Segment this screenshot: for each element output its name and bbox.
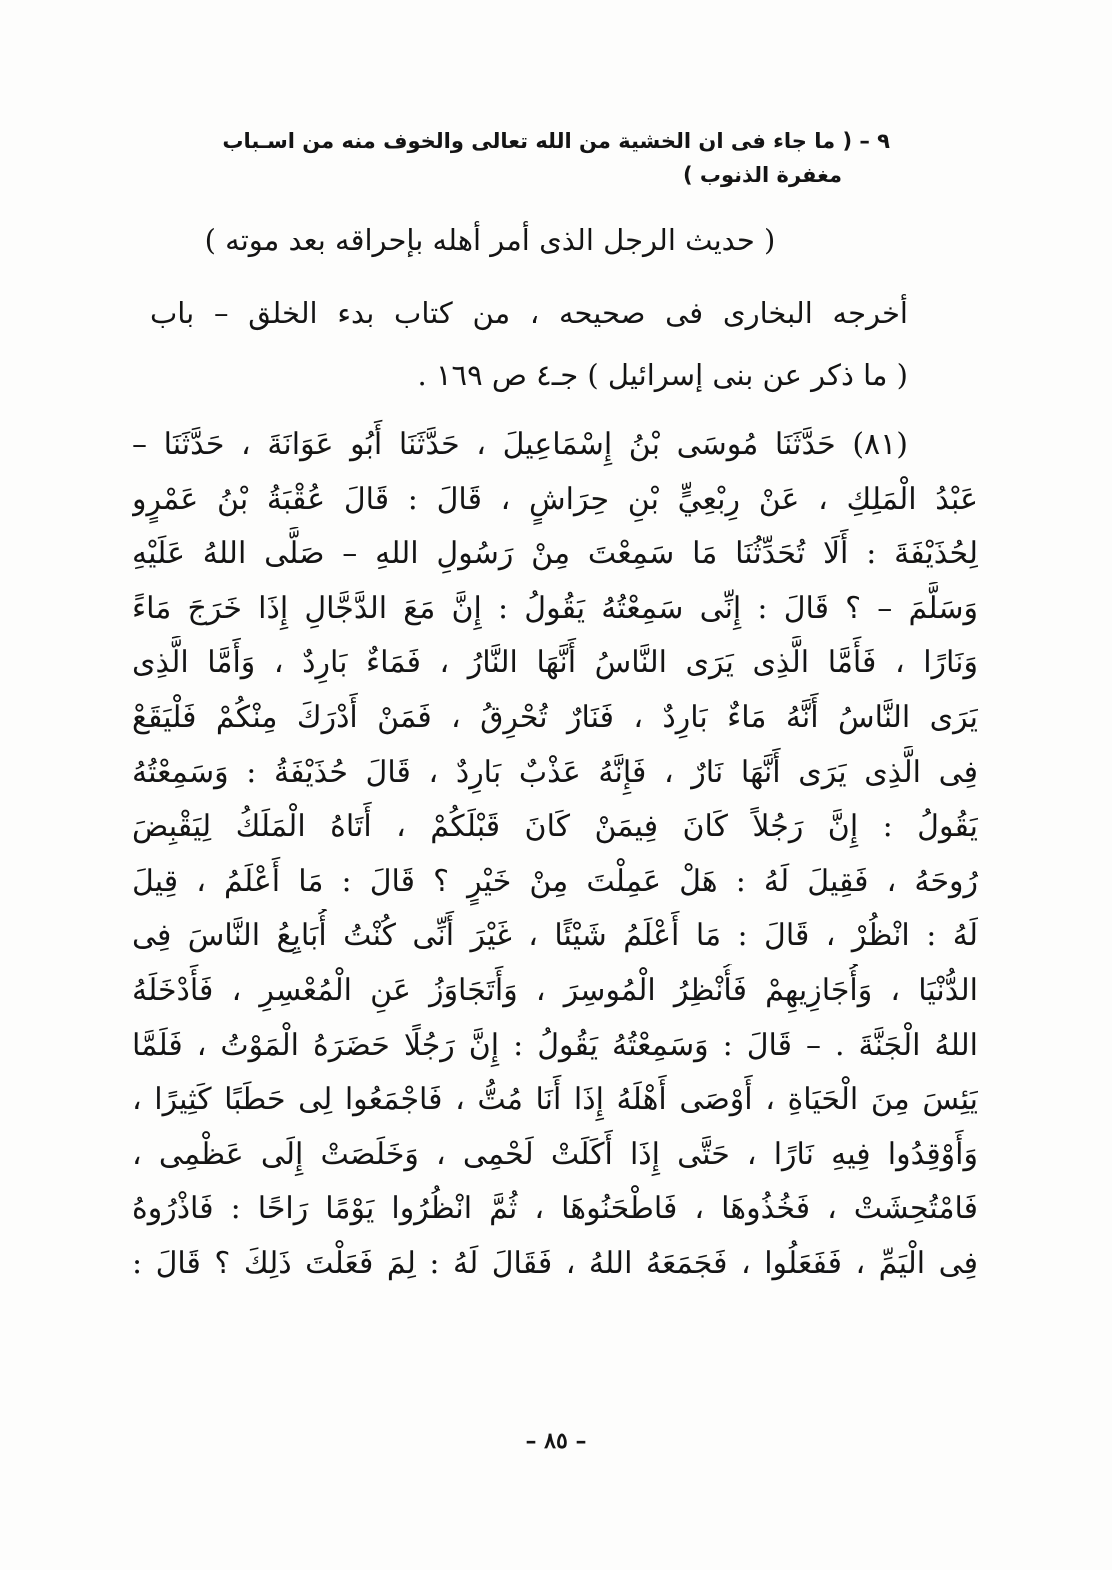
hadith-text-line: فِى الْيَمِّ ، فَفَعَلُوا ، فَجَمَعَهُ اللهُ ، فَقَالَ لَهُ : لِمَ فَعَلْتَ ذَلِكَ ؟ قَالَ : — [132, 1245, 978, 1281]
source-reference-line-2: ( ما ذكر عن بنى إسرائيل ) جـ٤ ص ١٦٩ . — [417, 358, 908, 392]
hadith-text-line: وَأَوْقِدُوا فِيهِ نَارًا ، حَتَّى إِذَا أَكَلَتْ لَحْمِى ، وَخَلَصَتْ إِلَى عَظْمِى ، — [132, 1136, 978, 1172]
hadith-text-line: فَامْتُحِشَتْ ، فَخُذُوهَا ، فَاطْحَنُوهَا ، ثُمَّ انْظُرُوا يَوْمًا رَاحًا : فَاذْرُوهُ — [132, 1191, 978, 1227]
hadith-text-line: الدُّنْيَا ، وَأُجَازِيهِمْ فَأُنْظِرُ الْمُوسِرَ ، وَأَتَجَاوَزُ عَنِ الْمُعْسِرِ ، فَأَدْخَلَهُ — [132, 972, 978, 1008]
hadith-text-line: رُوحَهُ ، فَقِيلَ لَهُ : هَلْ عَمِلْتَ مِنْ خَيْرٍ ؟ قَالَ : مَا أَعْلَمُ ، قِيلَ — [132, 863, 978, 899]
source-reference — [150, 282, 908, 406]
source-reference-line-1: أخرجه البخارى فى صحيحه ، من كتاب بدء الخلق – باب — [150, 296, 908, 330]
hadith-text-line: وَسَلَّمَ – ؟ قَالَ : إِنِّى سَمِعْتُهُ يَقُولُ : إِنَّ مَعَ الدَّجَّالِ إِذَا خَرَجَ مَاءً — [132, 590, 978, 626]
hadith-text — [132, 418, 978, 1292]
hadith-text-line: (٨١) حَدَّثَنَا مُوسَى بْنُ إِسْمَاعِيلَ ، حَدَّثَنَا أَبُو عَوَانَةَ ، حَدَّثَنَا – — [132, 427, 908, 462]
hadith-text-line: فِى الَّذِى يَرَى أَنَّهَا نَارٌ ، فَإِنَّهُ عَذْبٌ بَارِدٌ ، قَالَ حُذَيْفَةُ : وَسَمِعْتُهُ — [132, 754, 978, 790]
section-heading-line-2: مغفرة الذنوب ) — [682, 163, 842, 187]
hadith-text-line: يَئِسَ مِنَ الْحَيَاةِ ، أَوْصَى أَهْلَهُ إِذَا أَنَا مُتُّ ، فَاجْمَعُوا لِى حَطَبًا كَثِيرًا ، — [132, 1082, 978, 1118]
hadith-text-line: لَهُ : انْظُرْ ، قَالَ : مَا أَعْلَمُ شَيْئًا ، غَيْرَ أَنِّى كُنْتُ أُبَايِعُ النَّاسَ فِى — [132, 918, 978, 954]
section-heading — [190, 124, 890, 192]
page-number: – ٨٥ – — [525, 1428, 587, 1454]
hadith-text-line: وَنَارًا ، فَأَمَّا الَّذِى يَرَى النَّاسُ أَنَّهَا النَّارُ ، فَمَاءٌ بَارِدٌ ، وَأَمَّا الَّذِى — [132, 645, 978, 681]
hadith-text-line: لِحُذَيْفَةَ : أَلَا تُحَدِّثُنَا مَا سَمِعْتَ مِنْ رَسُولِ اللهِ – صَلَّى اللهُ عَلَيْهِ — [132, 536, 978, 572]
hadith-text-line: يَرَى النَّاسُ أَنَّهُ مَاءٌ بَارِدٌ ، فَنَارٌ تُحْرِقُ ، فَمَنْ أَدْرَكَ مِنْكُمْ فَلْيَقَعْ — [132, 699, 978, 735]
hadith-text-line: اللهُ الْجَنَّةَ . – قَالَ : وَسَمِعْتُهُ يَقُولُ : إِنَّ رَجُلًا حَضَرَهُ الْمَوْتُ ، فَلَمَّا — [132, 1027, 978, 1063]
hadith-text-line: عَبْدُ الْمَلِكِ ، عَنْ رِبْعِيٍّ بْنِ حِرَاشٍ ، قَالَ : قَالَ عُقْبَةُ بْنُ عَمْرٍو — [132, 481, 978, 517]
section-heading-line-1: ٩ – ( ما جاء فى ان الخشية من الله تعالى والخوف منه من اسـباب — [222, 129, 890, 153]
hadith-text-line: يَقُولُ : إِنَّ رَجُلاً كَانَ فِيمَنْ كَانَ قَبْلَكُمْ ، أَتَاهُ الْمَلَكُ لِيَقْبِضَ — [132, 809, 978, 845]
hadith-subtitle: ( حديث الرجل الذى أمر أهله بإحراقه بعد موته ) — [204, 223, 776, 257]
